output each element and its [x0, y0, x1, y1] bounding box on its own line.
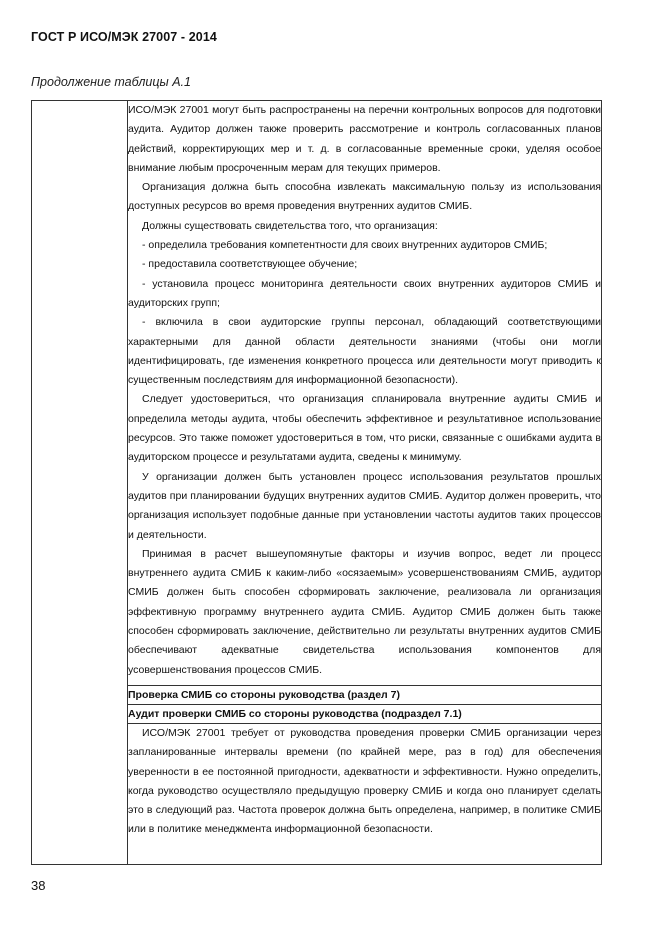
paragraph: Организация должна быть способна извлекать максимальную пользу из использования доступных ресурсов во время проведения внутренних аудитов СМИБ.	[128, 181, 601, 213]
block2-paragraphs	[128, 724, 601, 840]
paragraph: - включила в свои аудиторские группы персонал, обладающий соответствующими характерными для данной области деятельности знаниями (чтобы они могли идентифицировать, где изменения конкретного процесса или деятельности могут приводить к существенным последствиям для информационной безопасности).	[128, 316, 601, 387]
table-row	[32, 101, 602, 686]
requirements-table	[31, 100, 602, 865]
paragraph: У организации должен быть установлен процесс использования результатов прошлых аудитов при планировании будущих внутренних аудитов СМИБ. Аудитор должен проверить, что организация использует подобные данные при установлении частоты аудитов таких процессов и деятельности.	[128, 470, 601, 541]
paragraph: ИСО/МЭК 27001 могут быть распространены на перечни контрольных вопросов для подготовки аудита. Аудитор должен также проверить рассмотрение и контроль согласованных планов действий, корректирующих мер и т. д. в согласованные временные сроки, уделяя особое внимание любым просроченным мерам для текущих примеров.	[128, 104, 601, 174]
block1-paragraphs	[128, 101, 601, 680]
table-continuation-caption: Продолжение таблицы А.1	[31, 75, 191, 89]
paragraph: - предоставила соответствующее обучение;	[142, 258, 358, 271]
page-number: 38	[31, 878, 46, 893]
paragraph: ИСО/МЭК 27001 требует от руководства проведения проверки СМИБ организации через запланированные интервалы времени (по крайней мере, раз в год) для обеспечения уверенности в ее постоянной пригодности, адекватности и эффективности. Нужно определить, когда руководство осуществляло предыдущую проверку СМИБ и когда оно планирует сделать это в следующий раз. Частота проверок должна быть определена, например, в политике СМИБ или в политике менеджмента информационной безопасности.	[128, 727, 601, 836]
table-content-cell	[128, 101, 602, 686]
table-content-cell	[128, 724, 602, 865]
section-heading: Проверка СМИБ со стороны руководства (раздел 7)	[128, 685, 602, 704]
standard-header: ГОСТ Р ИСО/МЭК 27007 - 2014	[31, 30, 217, 44]
paragraph: Следует удостовериться, что организация спланировала внутренние аудиты СМИБ и определила методы аудита, чтобы обеспечить эффективное и результативное использование ресурсов. Это также поможет удостовериться в том, что риски, связанные с ошибками аудита в аудиторском процессе и результатами аудита, сведены к минимуму.	[128, 393, 601, 464]
table-left-column-cell	[32, 101, 128, 865]
paragraph: - установила процесс мониторинга деятельности своих внутренних аудиторов СМИБ и аудиторских групп;	[128, 277, 601, 309]
paragraph: Должны существовать свидетельства того, что организация:	[142, 219, 438, 232]
paragraph: Принимая в расчет вышеупомянутые факторы и изучив вопрос, ведет ли процесс внутреннего аудита СМИБ к каким-либо «осязаемым» усовершенствованиям СМИБ, аудитор СМИБ должен быть способен сформировать заключение, реализовала ли организация эффективную программу внутреннего аудита СМИБ. Аудитор СМИБ должен быть также способен сформировать заключение, действительно ли результаты внутренних аудитов СМИБ обеспечивают адекватные свидетельства использования компонентов для усовершенствования процессов СМИБ.	[128, 547, 601, 676]
paragraph: - определила требования компетентности для своих внутренних аудиторов СМИБ;	[142, 239, 548, 252]
subsection-heading: Аудит проверки СМИБ со стороны руководства (подраздел 7.1)	[128, 704, 602, 723]
